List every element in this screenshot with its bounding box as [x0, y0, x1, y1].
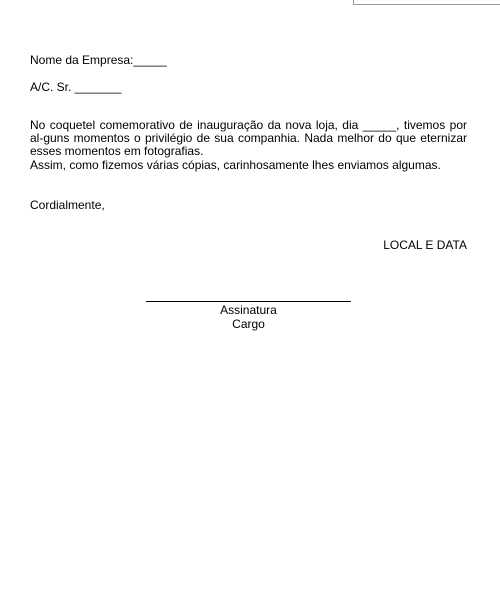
- company-name-line: Nome da Empresa:_____: [30, 53, 167, 67]
- top-right-frame: [353, 0, 500, 5]
- signature-line: [146, 301, 351, 302]
- body-paragraph-2: Assim, como fizemos várias cópias, carinhosamente lhes enviamos algumas.: [30, 157, 441, 172]
- signature-label: Assinatura: [220, 303, 277, 317]
- body-paragraph-1: No coquetel comemorativo de inauguração da nova loja, dia _____, tivemos por al-guns momentos o privilégio de sua companhia. Nada melhor do que eternizar esses momentos em fotografias.: [30, 118, 467, 159]
- position-label: Cargo: [232, 317, 265, 331]
- closing-text: Cordialmente,: [30, 198, 105, 212]
- letter-body: [30, 119, 467, 172]
- signature-block: [146, 303, 351, 331]
- attention-line: A/C. Sr. _______: [30, 80, 122, 94]
- place-date: LOCAL E DATA: [383, 238, 467, 252]
